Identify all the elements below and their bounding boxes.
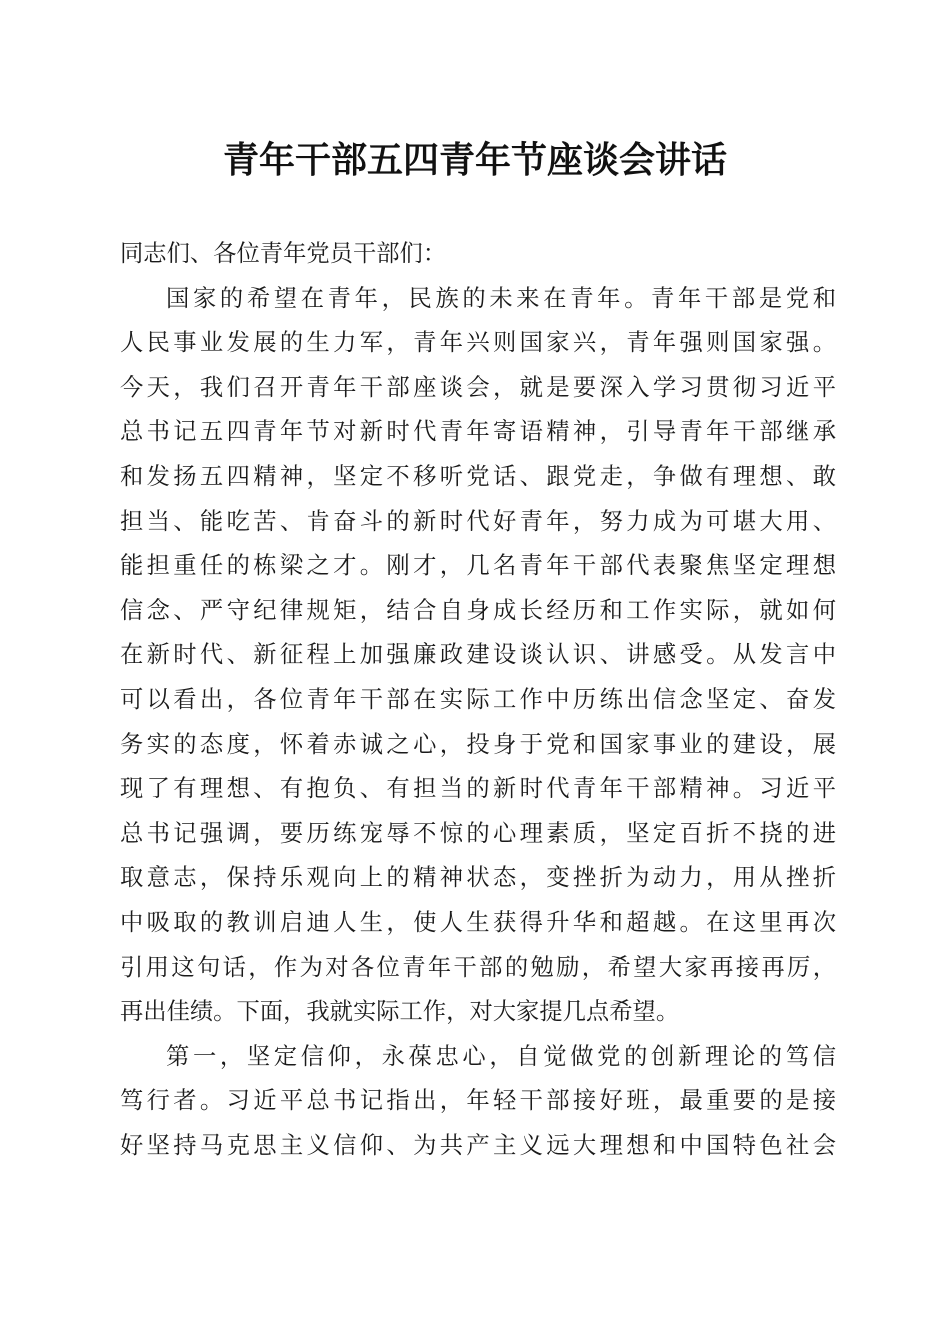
paragraph-line: 引用这句话，作为对各位青年干部的勉励，希望大家再接再厉， — [120, 953, 836, 981]
paragraph-line: 现了有理想、有抱负、有担当的新时代青年干部精神。习近平 — [120, 775, 836, 803]
paragraph-2 — [120, 1035, 836, 1169]
paragraph-line: 今天，我们召开青年干部座谈会，就是要深入学习贯彻习近平 — [120, 373, 836, 401]
paragraph-line: 人民事业发展的生力军，青年兴则国家兴，青年强则国家强。 — [120, 329, 836, 357]
paragraph-line: 总书记强调，要历练宠辱不惊的心理素质，坚定百折不挠的进 — [120, 819, 836, 847]
document-body — [120, 232, 836, 1168]
paragraph-line: 第一，坚定信仰，永葆忠心，自觉做党的创新理论的笃信 — [166, 1042, 836, 1070]
paragraph-line: 总书记五四青年节对新时代青年寄语精神，引导青年干部继承 — [120, 418, 836, 446]
paragraph-line: 国家的希望在青年，民族的未来在青年。青年干部是党和 — [166, 284, 836, 312]
paragraph-line: 能担重任的栋梁之才。刚才，几名青年干部代表聚焦坚定理想 — [120, 552, 836, 580]
document-title: 青年干部五四青年节座谈会讲话 — [222, 139, 727, 181]
paragraph-line: 再出佳绩。下面，我就实际工作，对大家提几点希望。 — [120, 998, 680, 1026]
paragraph-line: 可以看出，各位青年干部在实际工作中历练出信念坚定、奋发 — [120, 685, 836, 713]
paragraph-line: 好坚持马克思主义信仰、为共产主义远大理想和中国特色社会 — [120, 1131, 836, 1159]
paragraph-line: 在新时代、新征程上加强廉政建设谈认识、讲感受。从发言中 — [120, 641, 836, 669]
paragraph-line: 和发扬五四精神，坚定不移听党话、跟党走，争做有理想、敢 — [120, 462, 836, 490]
paragraph-line: 信念、严守纪律规矩，结合自身成长经历和工作实际，就如何 — [120, 596, 836, 624]
paragraph-1 — [120, 277, 836, 1035]
paragraph-line: 担当、能吃苦、肯奋斗的新时代好青年，努力成为可堪大用、 — [120, 507, 836, 535]
paragraph-line: 中吸取的教训启迪人生，使人生获得升华和超越。在这里再次 — [120, 908, 836, 936]
paragraph-line: 笃行者。习近平总书记指出，年轻干部接好班，最重要的是接 — [120, 1087, 836, 1115]
salutation: 同志们、各位青年党员干部们： — [120, 240, 447, 267]
paragraph-line: 取意志，保持乐观向上的精神状态，变挫折为动力，用从挫折 — [120, 864, 836, 892]
paragraph-line: 务实的态度，怀着赤诚之心，投身于党和国家事业的建设，展 — [120, 730, 836, 758]
